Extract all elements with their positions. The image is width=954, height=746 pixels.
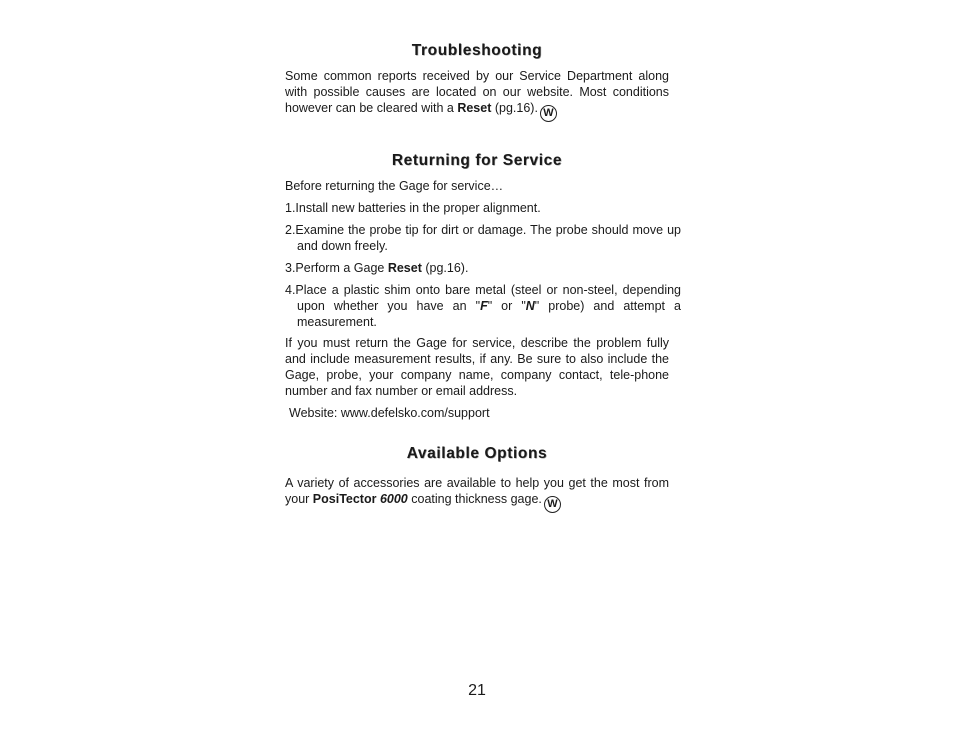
list-item: [285, 282, 681, 330]
item4-text: 4.Place a plastic shim onto bare metal (steel or non-steel, depending upon whether you have an ": [285, 283, 681, 313]
troubleshooting-heading: Troubleshooting: [411, 42, 543, 59]
reset-term: Reset: [387, 261, 422, 275]
item3-page-ref: (pg.16).: [421, 261, 469, 275]
troubleshooting-paragraph: [285, 68, 669, 122]
list-item: 1.Install new batteries in the proper alignment.: [285, 201, 541, 215]
page-number: 21: [468, 682, 486, 699]
reset-page-ref: (pg.16).: [491, 101, 538, 115]
support-website: Website: www.defelsko.com/support: [289, 406, 490, 420]
options-paragraph: [285, 475, 669, 513]
model-number: 6000: [379, 492, 408, 506]
options-text: A variety of accessories are available to help you get the most from your: [285, 476, 669, 506]
list-item: [285, 260, 681, 276]
f-probe-label: F: [480, 299, 488, 313]
website-icon: W: [540, 105, 557, 122]
troubleshooting-text: Some common reports received by our Service Department along with possible causes are located on our website. Most conditions however can be cleared with a: [285, 69, 669, 115]
options-heading: Available Options: [406, 445, 548, 462]
item4-text: " or ": [487, 299, 526, 313]
returning-intro: Before returning the Gage for service…: [285, 179, 504, 193]
options-text-end: coating thickness gage.: [407, 492, 542, 506]
brand-name: PosiTector: [312, 492, 377, 506]
n-probe-label: N: [525, 299, 535, 313]
website-icon: W: [544, 496, 561, 513]
item3-text: 3.Perform a Gage: [285, 261, 388, 275]
returning-heading: Returning for Service: [391, 152, 563, 169]
item4-text: " probe) and attempt a measurement.: [297, 299, 681, 329]
list-item: 2.Examine the probe tip for dirt or damage. The probe should move up and down freely.: [285, 223, 681, 253]
reset-term: Reset: [457, 101, 492, 115]
returning-closing: If you must return the Gage for service, describe the problem fully and include measurement results, if any. Be sure to also include the Gage, probe, your company name, company contact, tele-phone number and fax number or email address.: [285, 336, 669, 398]
